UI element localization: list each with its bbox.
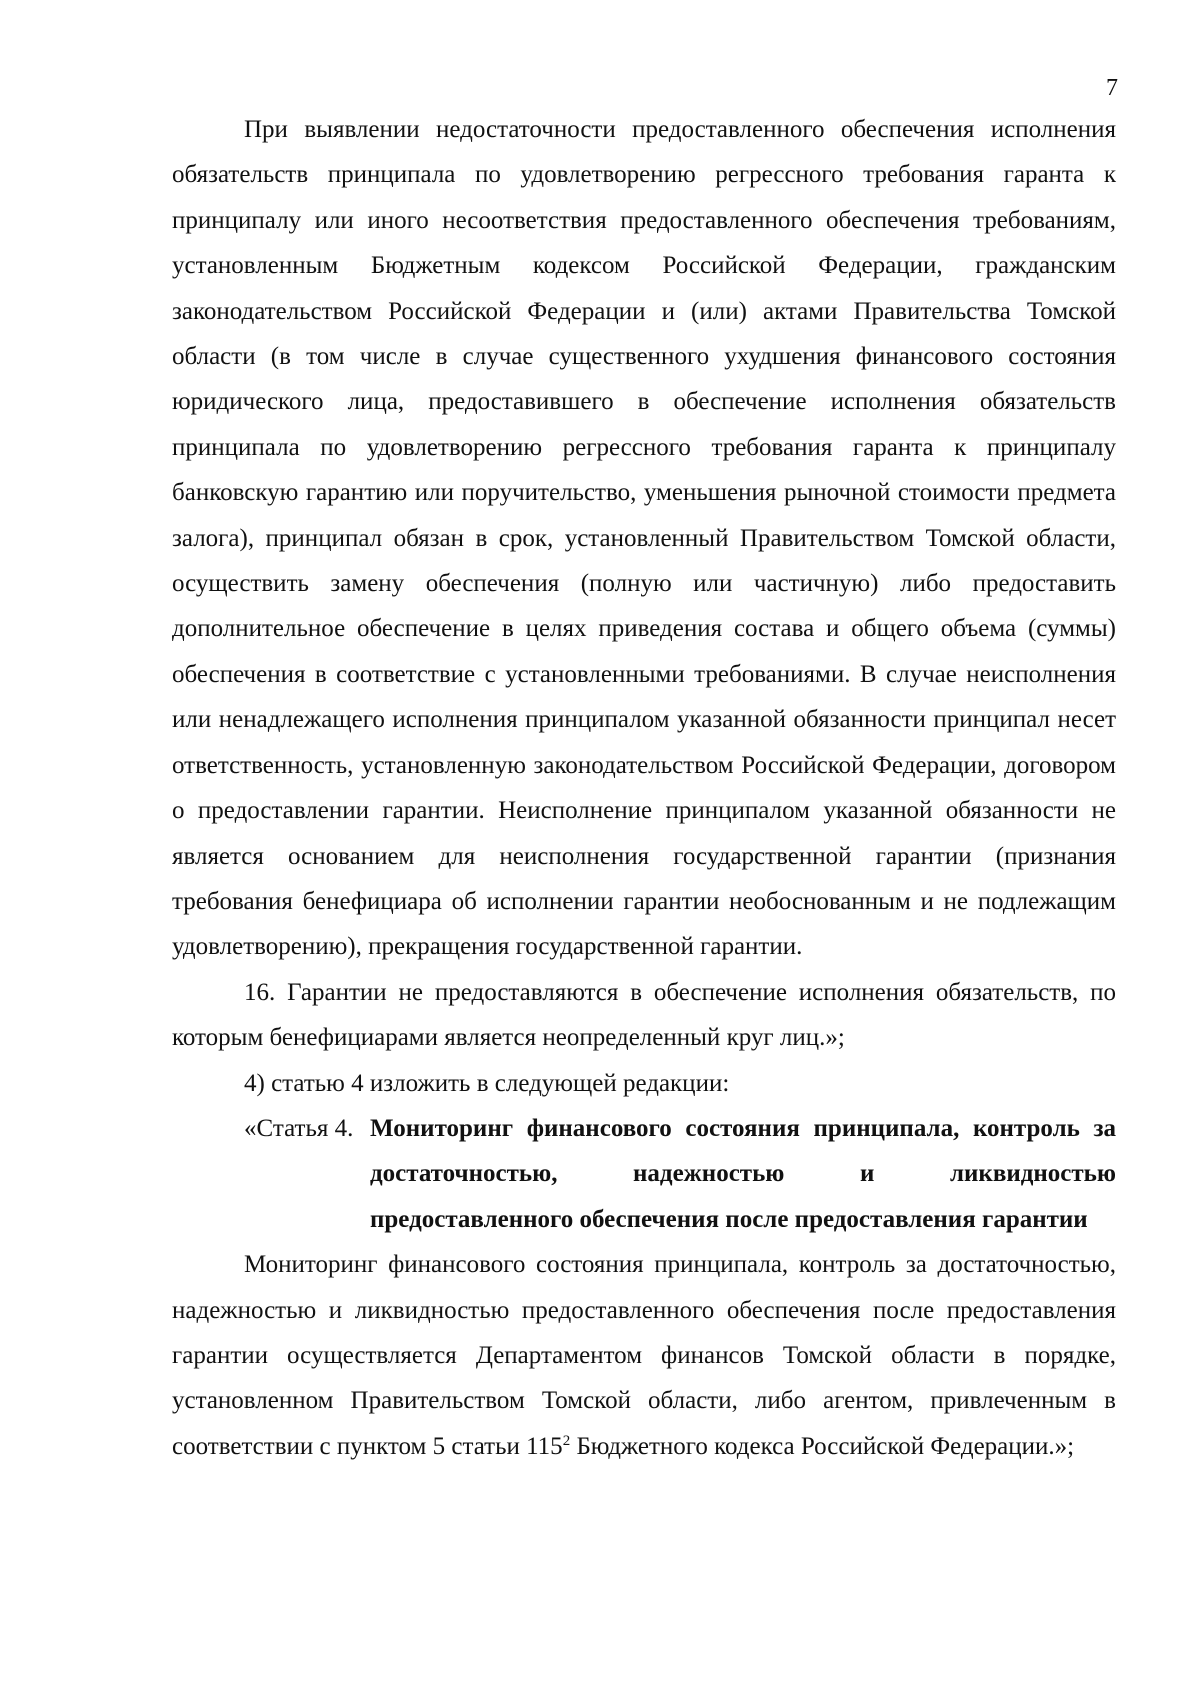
- paragraph-amendment-4: 4) статью 4 изложить в следующей редакции:: [244, 1069, 730, 1097]
- article-label: «Статья 4.: [244, 1114, 354, 1142]
- article-heading: [172, 1106, 1116, 1242]
- paragraph-monitoring: [172, 1242, 1116, 1469]
- paragraph-point-16: 16. Гарантии не предоставляются в обеспечение исполнения обязательств, по которым бенефициарами является неопределенный круг лиц.»;: [172, 978, 1116, 1052]
- monitoring-text-end: Бюджетного кодекса Российской Федерации.»;: [570, 1432, 1075, 1460]
- article-title: Мониторинг финансового состояния принципала, контроль за достаточностью, надежностью и ликвидностью предоставленного обеспечения после предоставления гарантии: [370, 1114, 1116, 1233]
- article-superscript: 2: [562, 1432, 571, 1449]
- document-body: [172, 107, 1116, 1469]
- monitoring-text: Мониторинг финансового состояния принципала, контроль за достаточностью, надежностью и ликвидностью предоставленного обеспечения после предоставления гарантии осуществляется Департаментом финансов Томской области в порядке, установленном Правительством Томской области, либо агентом, привлеченным в соответствии с пунктом 5 статьи 115: [172, 1251, 1116, 1460]
- paragraph-security-insufficiency: При выявлении недостаточности предоставленного обеспечения исполнения обязательств принципала по удовлетворению регрессного требования гаранта к принципалу или иного несоответствия предоставленного обеспечения требованиям, установленным Бюджетным кодексом Российской Федерации, гражданским законодательством Российской Федерации и (или) актами Правительства Томской области (в том числе в случае существенного ухудшения финансового состояния юридического лица, предоставившего в обеспечение исполнения обязательств принципала по удовлетворению регрессного требования гаранта к принципалу банковскую гарантию или поручительство, уменьшения рыночной стоимости предмета залога), принципал обязан в срок, установленный Правительством Томской области, осуществить замену обеспечения (полную или частичную) либо предоставить дополнительное обеспечение в целях приведения состава и общего объема (суммы) обеспечения в соответствие с установленными требованиями. В случае неисполнения или ненадлежащего исполнения принципалом указанной обязанности принципал несет ответственность, установленную законодательством Российской Федерации, договором о предоставлении гарантии. Неисполнение принципалом указанной обязанности не является основанием для неисполнения государственной гарантии (признания требования бенефициара об исполнении гарантии необоснованным и не подлежащим удовлетворению), прекращения государственной гарантии.: [172, 116, 1116, 961]
- page-number: 7: [1106, 75, 1118, 101]
